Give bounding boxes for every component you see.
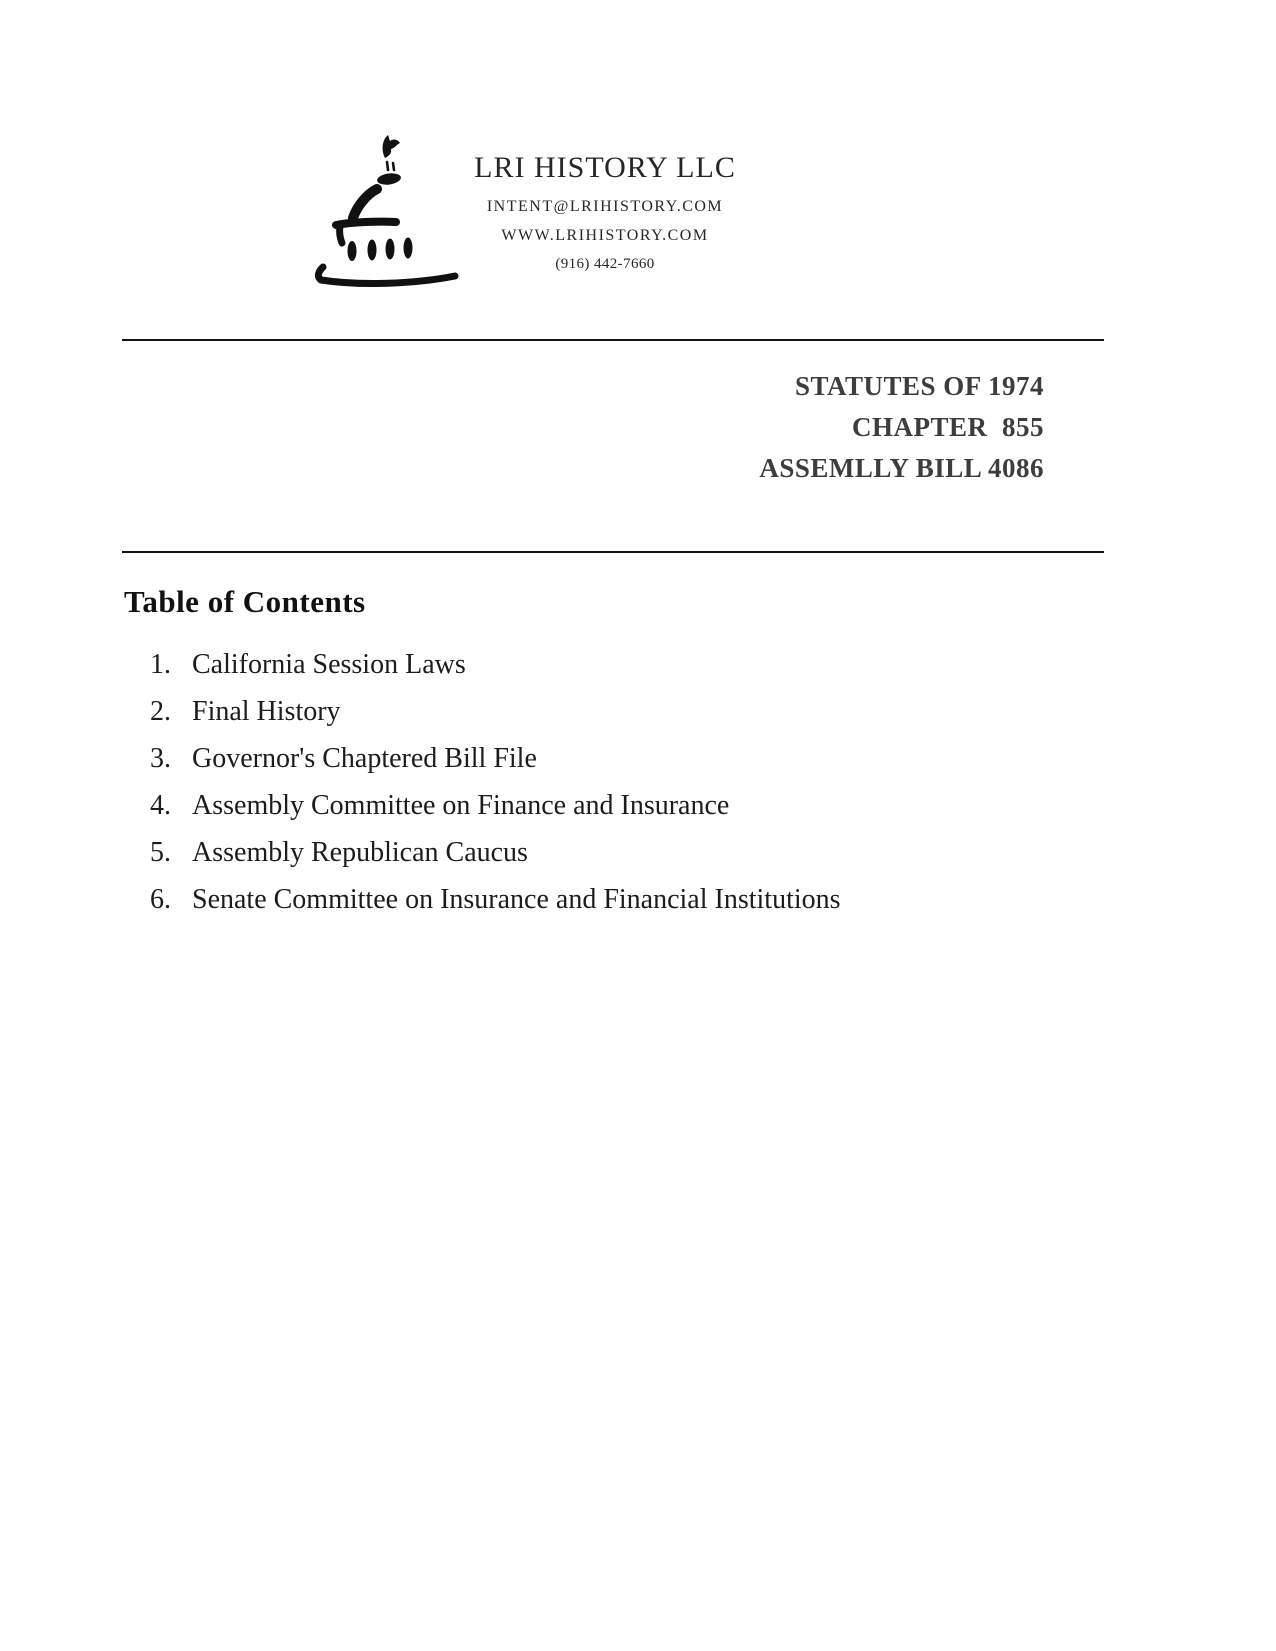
toc-item-number: 3.: [150, 743, 171, 774]
horizontal-rule-bottom: [122, 551, 1104, 553]
bill-line: ASSEMLLY BILL 4086: [759, 453, 1044, 483]
statutes-line: STATUTES OF 1974: [794, 371, 1044, 401]
logo-pillar-stub: [340, 226, 342, 243]
logo-tick-right: [393, 163, 394, 170]
logo-column-dot: [386, 239, 395, 260]
toc-item: [150, 649, 841, 681]
logo-lantern-oval: [376, 172, 401, 186]
email-address: INTENT@LRIHISTORY.COM: [486, 198, 724, 215]
toc-item-number: 2.: [150, 696, 171, 727]
toc-item-number: 5.: [150, 837, 171, 868]
toc-item-label: Final History: [192, 696, 341, 727]
letterhead: [420, 151, 790, 284]
phone-number: (916) 442-7660: [555, 256, 655, 272]
title-block: [759, 366, 1044, 489]
toc-heading: Table of Contents: [124, 584, 366, 619]
logo-column-dot: [348, 241, 357, 261]
toc-item: [150, 743, 841, 775]
toc-item-label: California Session Laws: [192, 649, 466, 680]
toc-item-label: Governor's Chaptered Bill File: [192, 743, 537, 774]
logo-column-dot: [368, 240, 377, 261]
company-name: LRI HISTORY LLC: [474, 151, 736, 184]
toc-item: [150, 837, 841, 869]
logo-column-dot: [404, 238, 413, 259]
horizontal-rule-top: [122, 339, 1104, 341]
chapter-line: CHAPTER 855: [851, 412, 1044, 442]
toc-item-number: 4.: [150, 790, 171, 821]
logo-tick-left: [387, 162, 388, 170]
toc-list: [150, 649, 841, 931]
toc-item: [150, 696, 841, 728]
website-url: WWW.LRIHISTORY.COM: [501, 227, 709, 244]
toc-item-number: 6.: [150, 884, 171, 915]
toc-item-label: Assembly Committee on Finance and Insurance: [192, 790, 730, 821]
toc-item-number: 1.: [150, 649, 171, 680]
logo-flag-shape: [383, 135, 400, 158]
toc-item: [150, 790, 841, 822]
toc-item: [150, 884, 841, 916]
logo-dome-stroke: [353, 189, 377, 218]
logo-eave-stroke: [336, 222, 396, 225]
toc-item-label: Assembly Republican Caucus: [192, 837, 528, 868]
toc-item-label: Senate Committee on Insurance and Financial Institutions: [192, 884, 841, 915]
